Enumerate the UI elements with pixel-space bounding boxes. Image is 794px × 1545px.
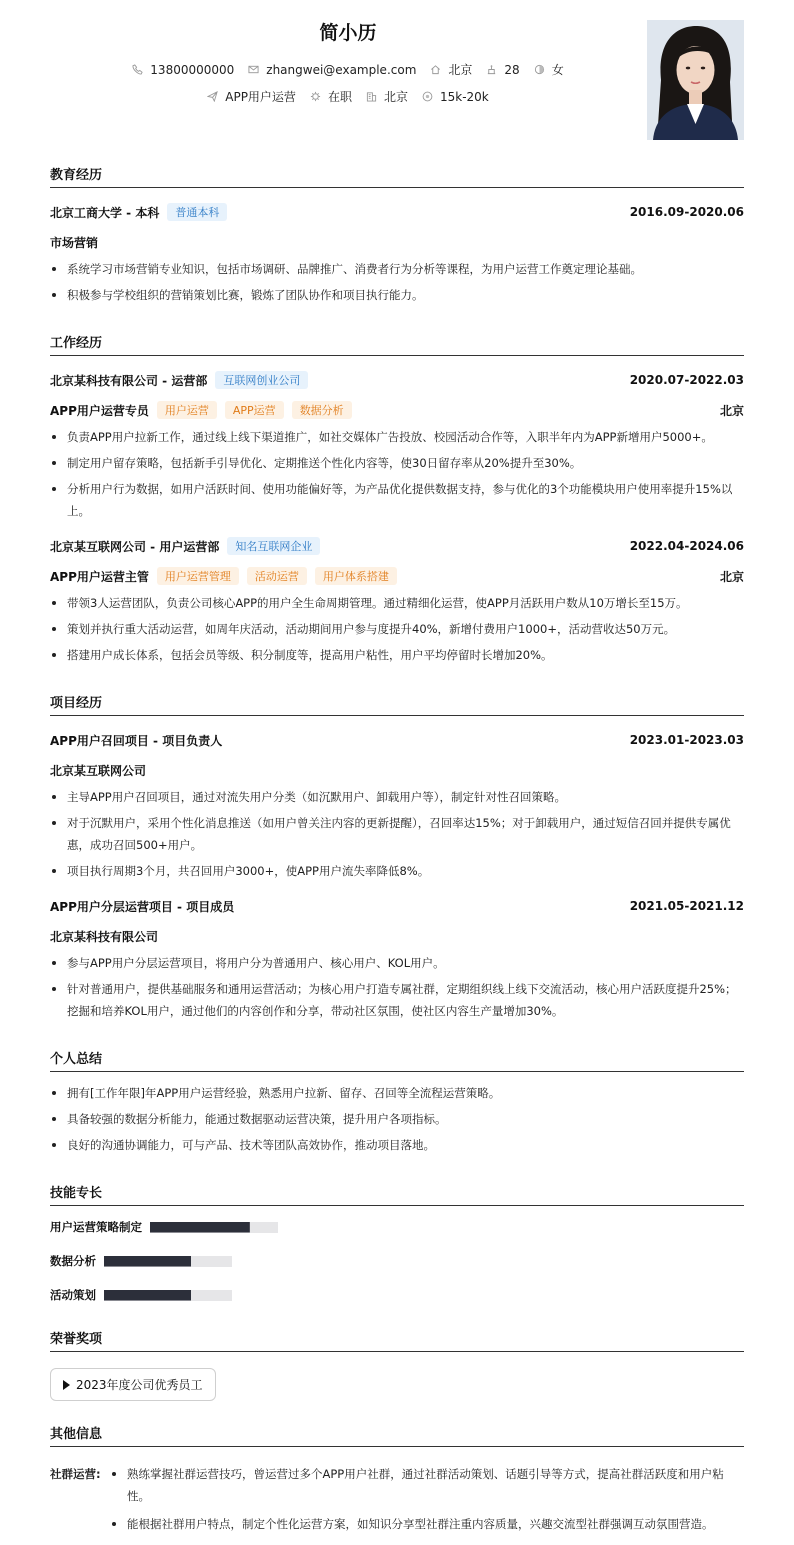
list-item: 能根据社群用户特点，制定个性化运营方案，如知识分享型社群注重内容质量，兴趣交流型社群强调互动氛围营造。: [104, 1513, 744, 1535]
summary-section: [50, 1048, 744, 1156]
role-tag: 用户体系搭建: [315, 567, 397, 585]
play-icon: [63, 1380, 70, 1390]
company-name: 北京某互联网公司 - 用户运营部: [50, 539, 220, 554]
project-entry: [50, 896, 744, 1022]
skill-name: 活动策划: [50, 1288, 96, 1302]
company-tag: 互联网创业公司: [215, 371, 308, 389]
skill-name: 用户运营策略制定: [50, 1220, 142, 1234]
section-title: 荣誉奖项: [50, 1328, 744, 1352]
skill-item: [50, 1254, 403, 1268]
section-title: 技能专长: [50, 1182, 744, 1206]
section-title: 项目经历: [50, 692, 744, 716]
resume-header: [50, 18, 744, 148]
role-tag: 用户运营: [157, 401, 217, 419]
hometown-info: [430, 61, 472, 78]
phone-icon: [132, 64, 143, 75]
role-name: APP用户运营专员: [50, 403, 149, 418]
skill-bar: [104, 1290, 232, 1301]
skill-bar-fill: [104, 1256, 191, 1267]
position-text: APP用户运营: [225, 90, 296, 104]
section-title: 个人总结: [50, 1048, 744, 1072]
project-org: 北京某互联网公司: [50, 763, 147, 778]
list-item: 策划并执行重大活动运营，如周年庆活动，活动期间用户参与度提升40%，新增付费用户1000+，活动营收达50万元。: [50, 618, 744, 640]
role-tag: 用户运营管理: [157, 567, 239, 585]
role-tag: APP运营: [225, 401, 284, 419]
position-info: [207, 88, 296, 105]
profile-photo: [647, 20, 744, 140]
mail-icon: [248, 64, 259, 75]
company-name: 北京某科技有限公司 - 运营部: [50, 373, 208, 388]
education-header-row: [50, 202, 744, 222]
building-icon: [366, 91, 377, 102]
project-date: 2021.05-2021.12: [629, 899, 744, 913]
email-info: [248, 61, 416, 78]
education-date: 2016.09-2020.06: [629, 205, 744, 219]
contact-row: [50, 61, 646, 78]
work-date: 2020.07-2022.03: [629, 373, 744, 387]
gender-text: 女: [551, 63, 564, 77]
job-intent-row: [50, 88, 646, 105]
skill-item: [50, 1288, 403, 1302]
skill-bar: [104, 1256, 232, 1267]
skills-section: [50, 1182, 744, 1302]
list-item: 系统学习市场营销专业知识，包括市场调研、品牌推广、消费者行为分析等课程，为用户运营工作奠定理论基础。: [50, 258, 744, 280]
hometown-text: 北京: [448, 63, 473, 77]
projects-section: [50, 692, 744, 1022]
gender-icon: [534, 64, 545, 75]
honor-item[interactable]: [50, 1368, 216, 1401]
project-header-row: [50, 730, 744, 750]
work-location: 北京: [719, 569, 744, 584]
salary-icon: [422, 91, 433, 102]
project-bullets: [50, 952, 744, 1022]
list-item: 带领3人运营团队，负责公司核心APP的用户全生命周期管理。通过精细化运营，使APP月活跃用户数从10万增长至15万。: [50, 592, 744, 614]
section-title: 教育经历: [50, 164, 744, 188]
work-entry: [50, 370, 744, 522]
other-label: 社群运营:: [50, 1467, 101, 1481]
list-item: 针对普通用户，提供基础服务和通用运营活动；为核心用户打造专属社群，定期组织线上线下交流活动，核心用户活跃度提升25%；挖掘和培养KOL用户，通过他们的内容创作和分享，带动社区氛围，使社区内容生产量增加30%。: [50, 978, 744, 1022]
list-item: 搭建用户成长体系，包括会员等级、积分制度等，提高用户粘性，用户平均停留时长增加20%。: [50, 644, 744, 666]
role-name: APP用户运营主管: [50, 569, 149, 584]
work-header-row: [50, 370, 744, 390]
list-item: 积极参与学校组织的营销策划比赛，锻炼了团队协作和项目执行能力。: [50, 284, 744, 306]
list-item: 主导APP用户召回项目，通过对流失用户分类（如沉默用户、卸载用户等），制定针对性召回策略。: [50, 786, 744, 808]
project-header-row: [50, 896, 744, 916]
role-tag: 数据分析: [292, 401, 352, 419]
gender-info: [534, 61, 564, 78]
list-item: 拥有[工作年限]年APP用户运营经验，熟悉用户拉新、留存、召回等全流程运营策略。: [50, 1082, 744, 1104]
list-item: 参与APP用户分层运营项目，将用户分为普通用户、核心用户、KOL用户。: [50, 952, 744, 974]
list-item: 对于沉默用户，采用个性化消息推送（如用户曾关注内容的更新提醒），召回率达15%；对于卸载用户，通过短信召回并提供专属优惠，成功召回500+用户。: [50, 812, 744, 856]
resume-page: [50, 18, 744, 1541]
work-entry: [50, 536, 744, 666]
project-org-row: [50, 926, 744, 946]
age-text: 28: [504, 62, 520, 77]
other-entry: [50, 1463, 744, 1541]
list-item: 熟练掌握社群运营技巧，曾运营过多个APP用户社群，通过社群活动策划、话题引导等方式，提高社群活跃度和用户粘性。: [104, 1463, 744, 1507]
project-org-row: [50, 760, 744, 780]
company-tag: 知名互联网企业: [227, 537, 320, 555]
skill-name: 数据分析: [50, 1254, 96, 1268]
school-name: 北京工商大学 - 本科: [50, 205, 160, 220]
phone-info: [132, 61, 234, 78]
role-row: [50, 566, 744, 586]
salary-text: 15k-20k: [439, 89, 489, 104]
candidate-name: 简小历: [319, 22, 377, 44]
role-row: [50, 400, 744, 420]
list-item: 具备较强的数据分析能力，能通过数据驱动运营决策，提升用户各项指标。: [50, 1108, 744, 1130]
work-bullets: [50, 592, 744, 666]
list-item: 分析用户行为数据，如用户活跃时间、使用功能偏好等，为产品优化提供数据支持，参与优化的3个功能模块用户使用率提升15%以上。: [50, 478, 744, 522]
home-icon: [430, 64, 441, 75]
work-location: 北京: [719, 403, 744, 418]
city-text: 北京: [383, 90, 408, 104]
education-bullets: [50, 258, 744, 306]
status-info: [310, 88, 352, 105]
skill-bar-fill: [104, 1290, 191, 1301]
phone-text: 13800000000: [150, 62, 235, 77]
salary-info: [422, 88, 489, 105]
send-icon: [207, 91, 218, 102]
summary-bullets: [50, 1082, 744, 1156]
honor-text: 2023年度公司优秀员工: [76, 1378, 203, 1392]
list-item: 负责APP用户拉新工作，通过线上线下渠道推广，如社交媒体广告投放、校园活动合作等，入职半年内为APP新增用户5000+。: [50, 426, 744, 448]
status-text: 在职: [327, 90, 352, 104]
section-title: 工作经历: [50, 332, 744, 356]
list-item: 项目执行周期3个月，共召回用户3000+，使APP用户流失率降低8%。: [50, 860, 744, 882]
work-date: 2022.04-2024.06: [629, 539, 744, 553]
project-name: APP用户分层运营项目 - 项目成员: [50, 899, 235, 914]
work-section: [50, 332, 744, 666]
major-name: 市场营销: [50, 235, 99, 250]
skills-list: [50, 1220, 744, 1302]
section-title: 其他信息: [50, 1423, 744, 1447]
list-item: 制定用户留存策略，包括新手引导优化、定期推送个性化内容等，使30日留存率从20%提升至30%。: [50, 452, 744, 474]
other-section: [50, 1423, 744, 1541]
education-entry: [50, 202, 744, 306]
project-name: APP用户召回项目 - 项目负责人: [50, 733, 223, 748]
age-icon: [486, 64, 497, 75]
project-bullets: [50, 786, 744, 882]
project-entry: [50, 730, 744, 882]
other-bullets: [104, 1463, 744, 1541]
work-header-row: [50, 536, 744, 556]
major-row: [50, 232, 744, 252]
age-info: [486, 61, 519, 78]
education-section: [50, 164, 744, 306]
skill-item: [50, 1220, 403, 1234]
school-tag: 普通本科: [167, 203, 227, 221]
email-text: zhangwei@example.com: [266, 62, 417, 77]
skill-bar: [150, 1222, 278, 1233]
status-icon: [310, 91, 321, 102]
skill-bar-fill: [150, 1222, 250, 1233]
project-org: 北京某科技有限公司: [50, 929, 159, 944]
work-bullets: [50, 426, 744, 522]
city-info: [366, 88, 408, 105]
role-tag: 活动运营: [247, 567, 307, 585]
list-item: 良好的沟通协调能力，可与产品、技术等团队高效协作，推动项目落地。: [50, 1134, 744, 1156]
project-date: 2023.01-2023.03: [629, 733, 744, 747]
honors-section: [50, 1328, 744, 1401]
